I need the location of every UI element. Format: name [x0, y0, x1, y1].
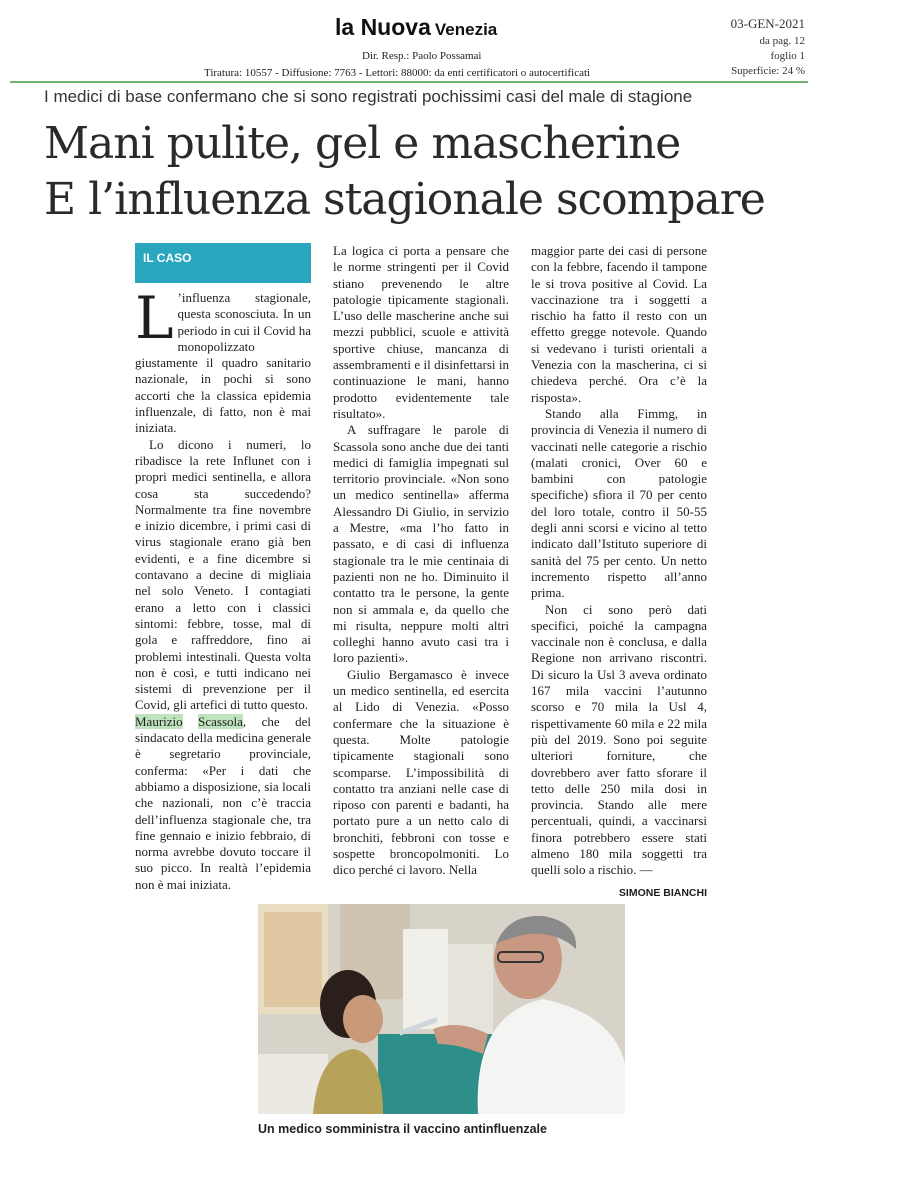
vaccination-photo-illustration: [258, 904, 625, 1114]
article-column-2: [333, 243, 509, 879]
newspaper-masthead: [335, 14, 497, 41]
section-badge: [135, 243, 311, 283]
article-paragraph: maggior parte dei casi di persone con la febbre, facendo il tampone le si trova positive al Covid. La vaccinazione tra i soggetti a rischio ha fatto il resto con un effetto gregge notevole. Quando si vedevano i turisti orientali a Venezia con la mascherina, ci si chiedeva perché. Ora c’è la risposta».: [531, 243, 707, 405]
section-badge-label: IL CASO: [143, 251, 192, 265]
article-paragraph: L ’influenza stagionale, questa sconosciuta. In un periodo in cui il Covid ha monopolizzato giustamente il quadro sanitario nazionale, in pochi si sono accorti che la classica epidemia influenzale, di fatto, non è mai iniziata.: [135, 284, 311, 436]
header-divider: [10, 81, 808, 83]
article-column-3: [531, 243, 707, 901]
director-line: Dir. Resp.: Paolo Possamai: [362, 50, 482, 62]
publication-date: 03-GEN-2021: [730, 16, 805, 31]
newspaper-name: la Nuova: [335, 14, 431, 40]
surface-percentage: Superficie: 24 %: [731, 65, 805, 77]
photo-caption: Un medico somministra il vaccino antinfluenzale: [258, 1122, 547, 1136]
headline-line-2: E l’influenza stagionale scompare: [44, 174, 765, 225]
article-author: SIMONE BIANCHI: [618, 886, 707, 899]
highlighted-surname: Scassola: [198, 713, 243, 729]
sheet-number: foglio 1: [770, 50, 805, 62]
article-paragraph: Stando alla Fimmg, in provincia di Venezia il numero di vaccinati nelle categorie a rischio (malati cronici, Over 60 e bambini con patologie specifiche) sfiora il 70 per cento del loro totale, contro il 50-55 degli anni scorsi e vicino al tetto indicato dall’Istituto superiore di sanità del 75 per cento. Un netto incremento rispetto all’anno prima.: [531, 405, 707, 601]
headline-line-1: Mani pulite, gel e mascherine: [44, 118, 681, 169]
circulation-line: Tiratura: 10557 - Diffusione: 7763 - Lettori: 88000: da enti certificatori o autocertificati: [204, 67, 591, 79]
article-paragraph: Lo dicono i numeri, lo ribadisce la rete Influnet con i propri medici sentinella, e allora cosa sta succedendo? Normalmente tra fine novembre e inizio dicembre, i primi casi di virus stagionale erano già ben evidenti, e a fine dicembre si contavano a decine di migliaia nel solo Veneto. I contagiati erano a letto con i classici sintomi: febbre, tosse, mal di gola e raffreddore, fino ai problemi intestinali. Questa volta non è così, e tutti indicano nei sistemi di prevenzione per il Covid, gli artefici di tutto questo.: [135, 436, 311, 713]
article-paragraph: La logica ci porta a pensare che le norme stringenti per il Covid stiano prevenendo le altre patologie tipicamente stagionali. L’uso delle mascherine anche sui mezzi pubblici, scuole e attività sportive chiuse, mancanza di assembramenti e il disinfettarsi in continuazione le mani, hanno prodotto evidentemente tale risultato».: [333, 243, 509, 421]
highlighted-name: Maurizio: [135, 713, 183, 729]
article-kicker: I medici di base confermano che si sono registrati pochissimi casi del male di stagione: [44, 87, 693, 106]
article-photo: [258, 904, 625, 1114]
article-paragraph: Giulio Bergamasco è invece un medico sentinella, ed esercita al Lido di Venezia. «Posso confermare che la situazione è questa. Molte patologie tipicamente stagionali sono scomparse. L’impossibilità di contatto tra anziani nelle case di riposo con parenti e badanti, ha portato pure a un netto calo di bronchiti, febbroni con tosse e sospette broncopolmoniti. Lo dico perché ci lavoro. Nella: [333, 666, 509, 878]
page-reference: da pag. 12: [759, 35, 805, 47]
article-paragraph: Non ci sono però dati specifici, poiché la campagna vaccinale non è conclusa, e dalla Regione non arrivano riscontri. Di sicuro la Usl 3 aveva ordinato 167 mila vaccini l’autunno scorso e 70 mila la Usl 4, rispettivamente 60 mila e 22 mila più del 2019. Sono poi seguite ulteriori forniture, che dovrebbero aver fatto sforare il tetto delle 250 mila dosi in provincia. Stando alle mere percentuali, quindi, a vaccinarsi finora potrebbero essere stati almeno 180 mila soggetti tra quelli solo a rischio. —: [531, 601, 707, 878]
article-column-1: [135, 284, 312, 893]
newspaper-edition: Venezia: [434, 20, 498, 39]
clipping-meta: [700, 16, 805, 79]
article-paragraph: Maurizio Scassola, che del sindacato della medicina generale è segretario provinciale, conferma: «Per i dati che abbiamo a disposizione, sia locali che nazionali, non c’è traccia dell’influenza stagionale che, tra fine gennaio e inizio febbraio, di norma avrebbe dovuto toccare il suo picco. In realtà l’epidemia non è mai iniziata.: [135, 713, 312, 892]
drop-cap: L: [135, 284, 174, 352]
article-paragraph: A suffragare le parole di Scassola sono anche due dei tanti medici di famiglia impegnati sul territorio provinciale. «Non sono un medico sentinella» afferma Alessandro Di Giulio, in servizio a Mestre, «ma l’ho fatto in passato, e di casi di influenza stagionale tra le mie centinaia di pazienti non ne ho. Diminuito il contatto tra le persone, la gente non si ammala e, da quello che mi risulta, neppure molti altri colleghi hanno avuto casi tra i loro pazienti».: [333, 422, 509, 666]
